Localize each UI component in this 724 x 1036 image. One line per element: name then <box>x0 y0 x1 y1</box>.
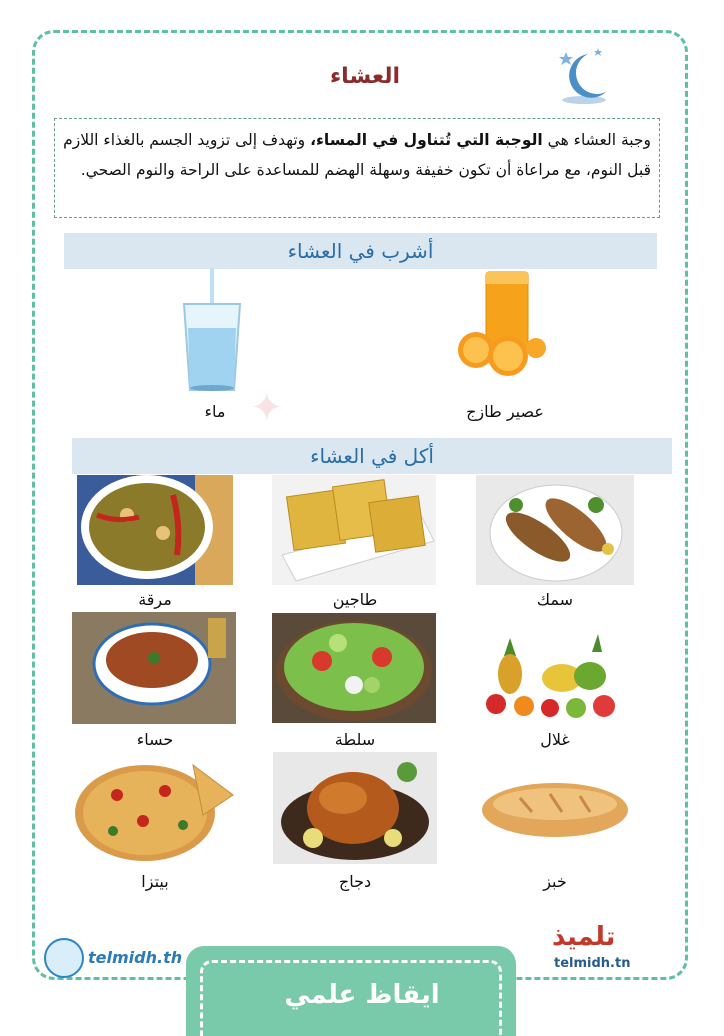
salad-image <box>272 613 436 723</box>
globe-icon <box>44 938 84 978</box>
right-brand-arabic: تلميذ <box>552 922 616 952</box>
tajine-image <box>272 475 436 585</box>
food-label-salad: سلطة <box>334 730 376 749</box>
drink-label-juice: عصير طازج <box>466 402 544 421</box>
food-label-pizza: بيتزا <box>141 872 169 891</box>
food-label-soup: حساء <box>136 730 174 749</box>
foods-heading: أكل في العشاء <box>72 438 672 474</box>
fish-image <box>476 475 634 585</box>
intro-text-bold: الوجبة التي تُتناول في المساء، <box>310 131 543 149</box>
stew-image <box>77 475 233 585</box>
chicken-image <box>273 752 437 864</box>
intro-paragraph <box>54 118 660 218</box>
fruits-image <box>480 628 630 722</box>
soup-image <box>72 612 236 724</box>
water-glass-image <box>180 268 244 394</box>
moon-icon <box>548 46 612 110</box>
food-label-stew: مرقة <box>138 590 172 609</box>
intro-text-2: وتهدف إلى تزويد الجسم بالغذاء اللازم قبل النوم، مع مراعاة أن تكون خفيفة وسهلة الهضم للمساعدة على الراحة والنوم الصحي. <box>63 131 651 179</box>
telmidh-left-brand <box>44 938 194 978</box>
page-title: العشاء <box>329 64 401 89</box>
intro-text-1: وجبة العشاء هي <box>542 131 651 149</box>
food-label-fruits: غلال <box>540 730 570 749</box>
bread-image <box>480 780 630 840</box>
right-brand-latin: telmidh.tn <box>554 956 631 971</box>
food-label-tajine: طاجين <box>332 590 378 609</box>
food-label-fish: سمك <box>536 590 574 609</box>
food-label-chicken: دجاج <box>338 872 372 891</box>
drinks-heading: أشرب في العشاء <box>64 233 657 269</box>
left-brand-text: telmidh.th <box>88 948 183 967</box>
pizza-image <box>73 755 235 863</box>
drink-label-water: ماء <box>204 402 226 421</box>
footer-subject-label: ايقاظ علمي <box>284 980 440 1010</box>
food-label-bread: خبز <box>543 872 567 891</box>
orange-juice-image <box>448 268 558 378</box>
telmidh-right-brand <box>548 922 678 978</box>
watermark-logo: ✦ <box>250 385 284 431</box>
